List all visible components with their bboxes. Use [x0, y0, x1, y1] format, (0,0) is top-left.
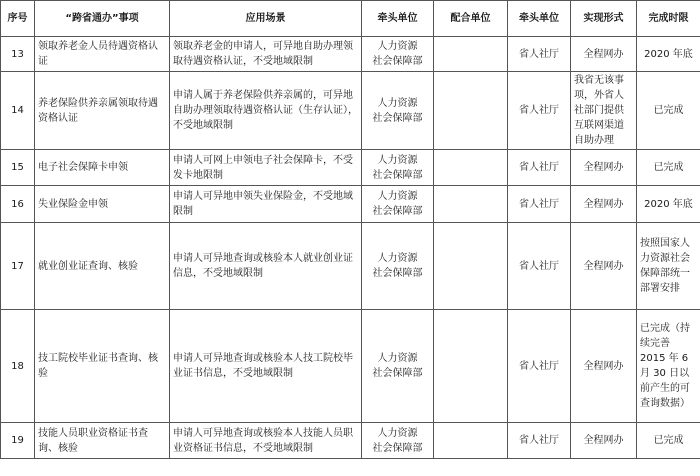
row-deadline: 已完成（持续完善 2015 年 6 月 30 日以前产生的可查询数据） [637, 310, 700, 423]
header-scene: 应用场景 [170, 1, 362, 37]
row-lead-unit-province: 省人社厅 [508, 423, 571, 459]
row-lead-unit: 人力资源 社会保障部 [362, 423, 434, 459]
row-lead-unit: 人力资源 社会保障部 [362, 186, 434, 223]
header-form: 实现形式 [571, 1, 637, 37]
row-deadline: 按照国家人力资源社会保障部统一部署安排 [637, 223, 700, 310]
row-deadline: 已完成 [637, 72, 700, 150]
row-lead-unit: 人力资源 社会保障部 [362, 150, 434, 186]
row-scene: 申请人可异地查询或核验本人技能人员职业资格证书信息，不受地域限制 [170, 423, 362, 459]
row-lead-unit-province: 省人社厅 [508, 186, 571, 223]
row-scene: 申请人可异地申领失业保险金，不受地域限制 [170, 186, 362, 223]
row-scene: 申请人可网上申领电子社会保障卡，不受发卡地限制 [170, 150, 362, 186]
row-scene: 申请人可异地查询或核验本人就业创业证信息，不受地域限制 [170, 223, 362, 310]
row-lead-unit: 人力资源 社会保障部 [362, 37, 434, 72]
row-lead-unit: 人力资源 社会保障部 [362, 310, 434, 423]
row-no: 16 [1, 186, 35, 223]
row-lead-unit: 人力资源 社会保障部 [362, 223, 434, 310]
row-form: 全程网办 [571, 186, 637, 223]
row-scene: 申请人可异地查询或核验本人技工院校毕业证书信息，不受地域限制 [170, 310, 362, 423]
row-form: 全程网办 [571, 223, 637, 310]
header-lead-unit-province: 牵头单位 [508, 1, 571, 37]
row-lead-unit-province: 省人社厅 [508, 150, 571, 186]
row-partner-unit [434, 37, 508, 72]
row-partner-unit [434, 423, 508, 459]
row-lead-unit-province: 省人社厅 [508, 223, 571, 310]
row-deadline: 2020 年底 [637, 37, 700, 72]
header-row [1, 1, 700, 37]
row-deadline: 已完成 [637, 150, 700, 186]
row-form: 全程网办 [571, 310, 637, 423]
row-no: 19 [1, 423, 35, 459]
table-row [1, 186, 700, 223]
row-form: 全程网办 [571, 423, 637, 459]
table-row [1, 223, 700, 310]
header-deadline: 完成时限 [637, 1, 700, 37]
row-partner-unit [434, 223, 508, 310]
row-partner-unit [434, 186, 508, 223]
row-no: 18 [1, 310, 35, 423]
row-form: 我省无该事项，外省人社部门提供互联网渠道自助办理 [571, 72, 637, 150]
row-partner-unit [434, 310, 508, 423]
row-lead-unit: 人力资源 社会保障部 [362, 72, 434, 150]
row-item: 领取养老金人员待遇资格认证 [35, 37, 170, 72]
header-partner-unit: 配合单位 [434, 1, 508, 37]
row-item: 就业创业证查询、核验 [35, 223, 170, 310]
table-row [1, 150, 700, 186]
row-no: 15 [1, 150, 35, 186]
row-item: 电子社会保障卡申领 [35, 150, 170, 186]
row-lead-unit-province: 省人社厅 [508, 310, 571, 423]
row-item: 养老保险供养亲属领取待遇资格认证 [35, 72, 170, 150]
row-item: 技能人员职业资格证书查询、核验 [35, 423, 170, 459]
table-row [1, 72, 700, 150]
table-row [1, 423, 700, 459]
header-no: 序号 [1, 1, 35, 37]
row-no: 14 [1, 72, 35, 150]
table-row [1, 310, 700, 423]
row-partner-unit [434, 150, 508, 186]
row-lead-unit-province: 省人社厅 [508, 37, 571, 72]
header-lead-unit: 牵头单位 [362, 1, 434, 37]
row-item: 技工院校毕业证书查询、核验 [35, 310, 170, 423]
row-no: 13 [1, 37, 35, 72]
row-item: 失业保险金申领 [35, 186, 170, 223]
row-partner-unit [434, 72, 508, 150]
row-lead-unit-province: 省人社厅 [508, 72, 571, 150]
row-deadline: 2020 年底 [637, 186, 700, 223]
header-item: “跨省通办”事项 [35, 1, 170, 37]
table-row [1, 37, 700, 72]
row-form: 全程网办 [571, 37, 637, 72]
row-deadline: 已完成 [637, 423, 700, 459]
row-no: 17 [1, 223, 35, 310]
row-scene: 申请人属于养老保险供养亲属的，可异地自助办理领取待遇资格认证（生存认证），不受地域限制 [170, 72, 362, 150]
row-form: 全程网办 [571, 150, 637, 186]
row-scene: 领取养老金的申请人，可异地自助办理领取待遇资格认证，不受地域限制 [170, 37, 362, 72]
